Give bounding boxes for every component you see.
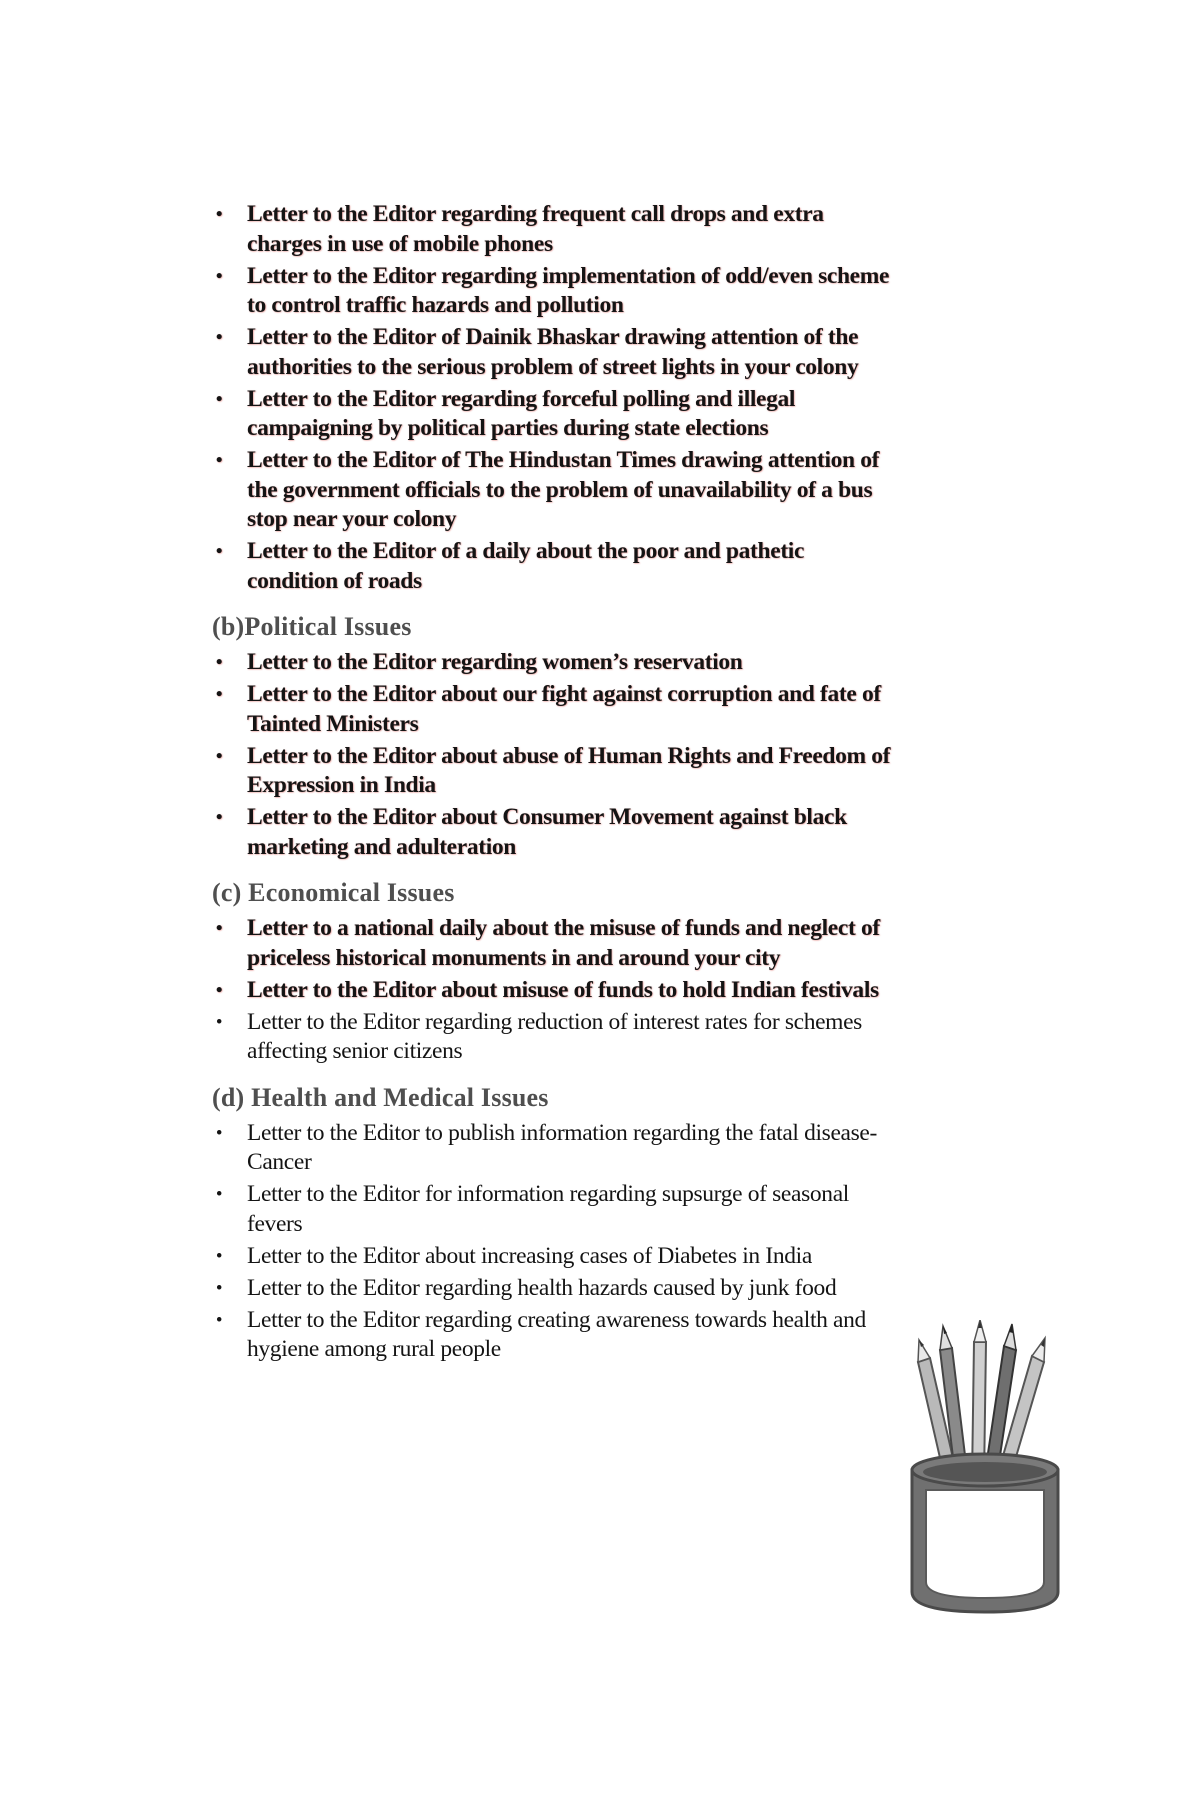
- list-item: [212, 914, 892, 973]
- bullet-icon: •: [215, 1309, 223, 1331]
- list-item: [212, 323, 892, 382]
- section-heading-political: (b)Political Issues: [212, 612, 412, 641]
- list-item-text: Letter to the Editor regarding implementation of odd/even scheme to control traffic hazards and pollution: [247, 262, 890, 318]
- list-item-text: Letter to the Editor about our fight against corruption and fate of Tainted Ministers: [247, 681, 881, 737]
- list-item: [212, 385, 892, 444]
- list-item-text: Letter to the Editor about abuse of Human Rights and Freedom of Expression in India: [247, 742, 891, 798]
- bullet-icon: •: [215, 388, 223, 410]
- health-issues-list: [212, 1119, 892, 1365]
- document-page: [212, 200, 892, 1367]
- list-item: [212, 200, 892, 259]
- list-item: [212, 1306, 892, 1365]
- list-item-text: Letter to the Editor regarding forceful polling and illegal campaigning by political parties during state elections: [247, 385, 796, 441]
- list-item: [212, 537, 892, 596]
- list-item-text: Letter to the Editor of Dainik Bhaskar drawing attention of the authorities to the serious problem of street lights in your colony: [247, 324, 859, 380]
- list-item: [212, 1242, 892, 1272]
- pencil-cup-icon: [900, 1320, 1070, 1620]
- bullet-icon: •: [215, 541, 223, 562]
- bullet-icon: •: [215, 1122, 223, 1144]
- cup-icon: [912, 1454, 1058, 1612]
- list-item: [212, 803, 892, 862]
- list-item-text: Letter to the Editor regarding health hazards caused by junk food: [247, 1274, 837, 1301]
- bullet-icon: •: [215, 807, 223, 828]
- list-item: [212, 446, 892, 535]
- list-item: [212, 1008, 892, 1067]
- intro-letter-list: [212, 200, 892, 596]
- bullet-icon: •: [215, 450, 223, 471]
- bullet-icon: •: [215, 1184, 223, 1205]
- economical-issues-list: [212, 914, 892, 1005]
- bullet-icon: •: [215, 1245, 223, 1267]
- bullet-icon: •: [215, 979, 223, 1001]
- bullet-icon: •: [215, 265, 223, 287]
- list-item: [212, 262, 892, 321]
- list-item-text: Letter to the Editor about Consumer Movement against black marketing and adulteration: [247, 804, 847, 860]
- bullet-icon: •: [215, 745, 223, 767]
- bullet-icon: •: [215, 652, 223, 673]
- bullet-icon: •: [215, 204, 223, 225]
- list-item: [212, 1180, 892, 1239]
- bullet-icon: •: [215, 1277, 223, 1299]
- economical-issues-list-continued: [212, 1008, 892, 1067]
- bullet-icon: •: [215, 684, 223, 705]
- list-item-text: Letter to the Editor about misuse of funds to hold Indian festivals: [247, 976, 879, 1003]
- list-item-text: Letter to the Editor for information regarding supsurge of seasonal fevers: [247, 1181, 849, 1237]
- section-heading-health: (d) Health and Medical Issues: [212, 1082, 549, 1112]
- list-item-text: Letter to a national daily about the misuse of funds and neglect of priceless historical monuments in and around your city: [247, 915, 880, 971]
- list-item: [212, 976, 892, 1006]
- list-item-text: Letter to the Editor of The Hindustan Times drawing attention of the government officials to the problem of unavailability of a bus stop near your colony: [247, 447, 880, 532]
- section-heading-economical: (c) Economical Issues: [212, 878, 455, 907]
- list-item: [212, 1274, 892, 1304]
- list-item: [212, 1119, 892, 1178]
- bullet-icon: •: [215, 918, 223, 939]
- list-item-text: Letter to the Editor regarding women’s reservation: [247, 649, 743, 675]
- bullet-icon: •: [215, 327, 223, 348]
- list-item-text: Letter to the Editor about increasing cases of Diabetes in India: [247, 1242, 812, 1269]
- political-issues-list: [212, 648, 892, 862]
- list-item-text: Letter to the Editor regarding frequent call drops and extra charges in use of mobile phones: [247, 201, 824, 257]
- list-item-text: Letter to the Editor regarding reduction of interest rates for schemes affecting senior citizens: [247, 1008, 862, 1064]
- list-item-text: Letter to the Editor of a daily about the poor and pathetic condition of roads: [247, 538, 805, 594]
- list-item-text: Letter to the Editor regarding creating awareness towards health and hygiene among rural people: [247, 1306, 866, 1362]
- list-item: [212, 648, 892, 678]
- list-item-text: Letter to the Editor to publish information regarding the fatal disease-Cancer: [247, 1119, 877, 1175]
- list-item: [212, 742, 892, 801]
- list-item: [212, 680, 892, 739]
- bullet-icon: •: [215, 1011, 223, 1033]
